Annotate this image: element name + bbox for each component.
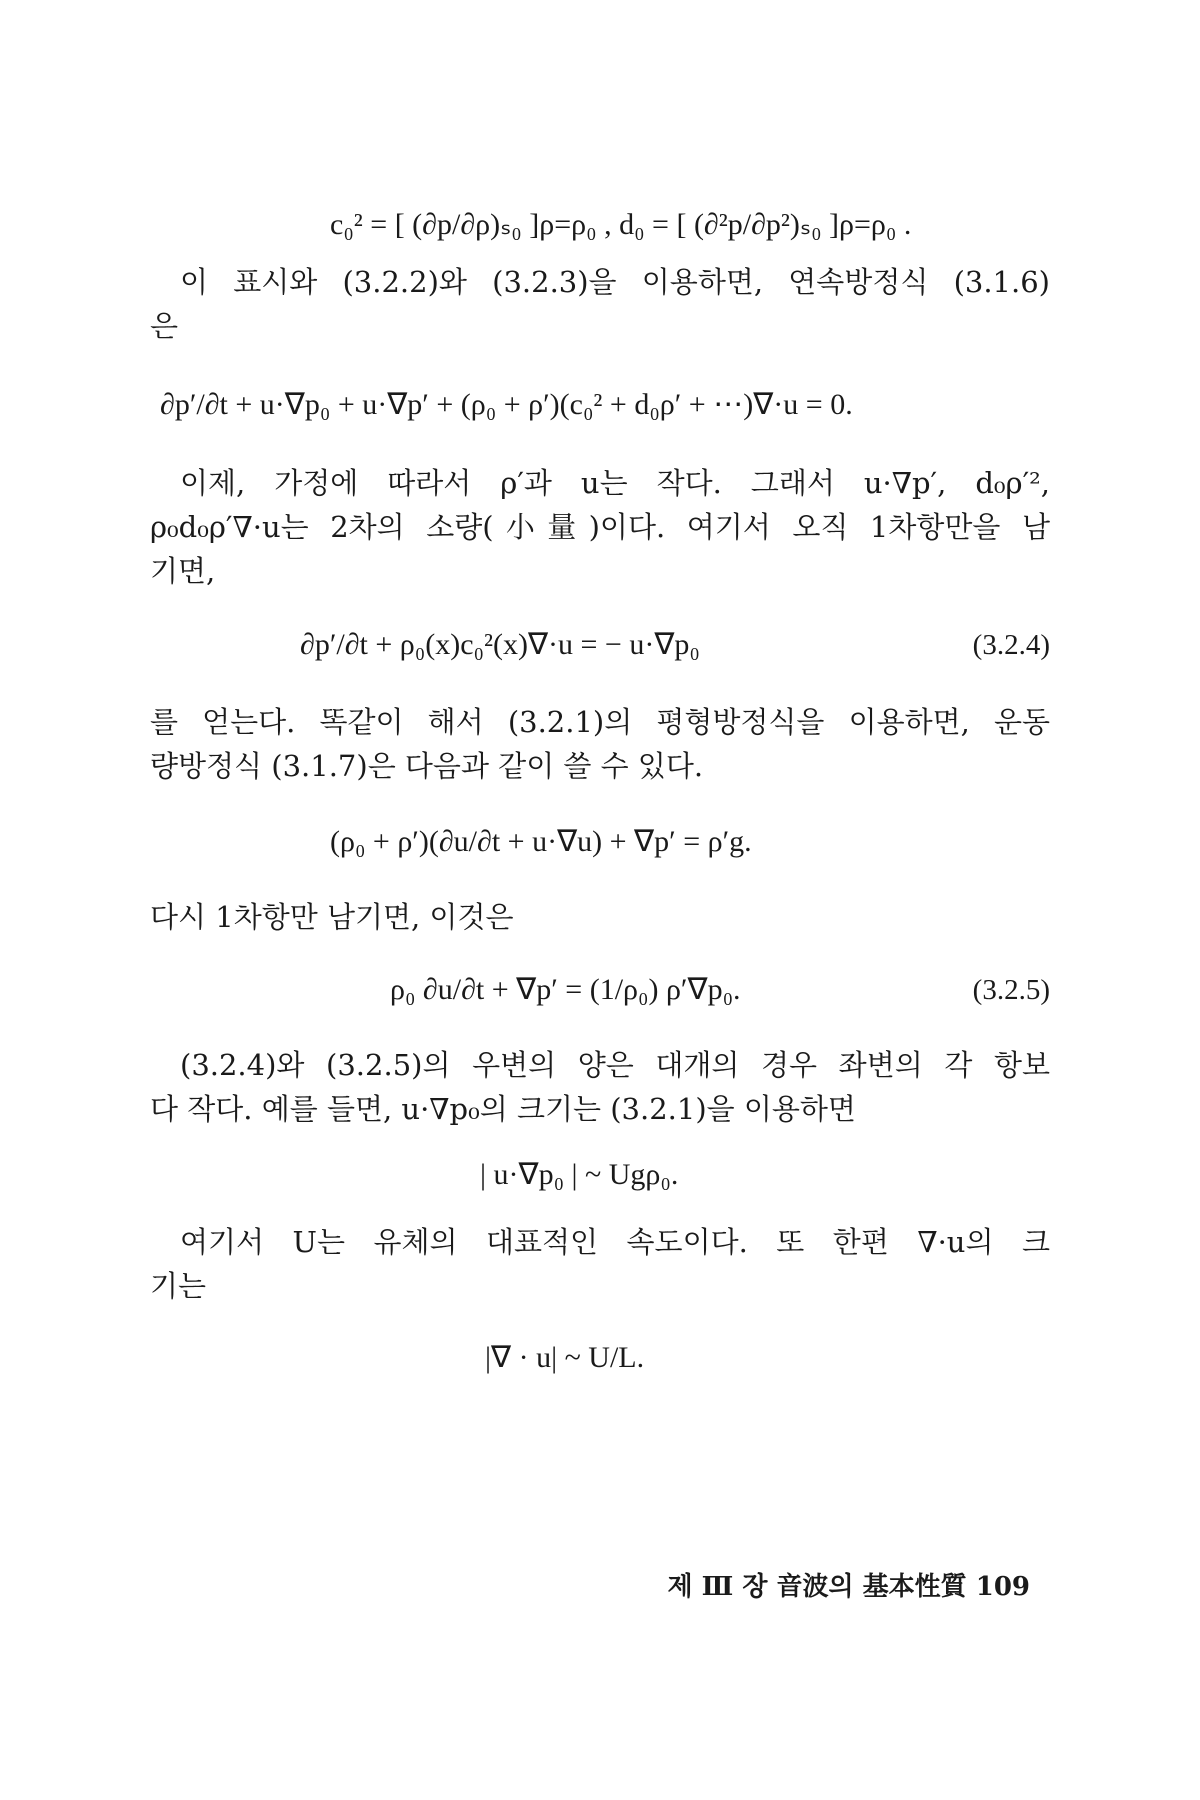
paragraph-2-line-2: ρ₀d₀ρ′∇·u는 2차의 소량(小量)이다. 여기서 오직 1차항만을 남 — [150, 510, 1050, 544]
paragraph-3-line-2: 량방정식 (3.1.7)은 다음과 같이 쓸 수 있다. — [150, 749, 704, 783]
equation-3-2-4: ∂p′/∂t + ρ₀(x)c₀²(x)∇·u = − u·∇p₀ — [300, 628, 700, 661]
equation-momentum: (ρ₀ + ρ′)(∂u/∂t + u·∇u) + ∇p′ = ρ′g. — [330, 825, 752, 858]
paragraph-2-line-1: 이제, 가정에 따라서 ρ′과 u는 작다. 그래서 u·∇p′, d₀ρ′², — [180, 466, 1050, 500]
equation-top: c₀² = [ (∂p/∂ρ)ₛ₀ ]ρ=ρ₀ , d₀ = [ (∂²p/∂p²)ₛ₀ ]ρ=ρ₀ . — [330, 208, 912, 241]
equation-3-2-5: ρ₀ ∂u/∂t + ∇p′ = (1/ρ₀) ρ′∇p₀. — [390, 973, 741, 1006]
page-footer: 제 Ⅲ 장 音波의 基本性質 109 — [667, 1572, 1030, 1602]
paragraph-6-line-2: 기는 — [150, 1269, 207, 1303]
equation-number-3-2-4: (3.2.4) — [972, 629, 1050, 661]
equation-magnitude-advection: | u·∇p₀ | ~ Ugρ₀. — [480, 1158, 679, 1191]
equation-magnitude-divergence: |∇ · u| ~ U/L. — [485, 1341, 645, 1374]
paragraph-1-line-2: 은 — [150, 309, 179, 343]
equation-continuity: ∂p′/∂t + u·∇p₀ + u·∇p′ + (ρ₀ + ρ′)(c₀² + d₀ρ′ + ⋯)∇·u = 0. — [160, 388, 853, 421]
paragraph-2-line-3: 기면, — [150, 554, 216, 588]
paragraph-1-line-1: 이 표시와 (3.2.2)와 (3.2.3)을 이용하면, 연속방정식 (3.1.6) — [180, 265, 1050, 299]
paragraph-6-line-1: 여기서 U는 유체의 대표적인 속도이다. 또 한편 ∇·u의 크 — [180, 1225, 1050, 1259]
paragraph-5-line-1: (3.2.4)와 (3.2.5)의 우변의 양은 대개의 경우 좌변의 각 항보 — [180, 1048, 1050, 1082]
equation-number-3-2-5: (3.2.5) — [972, 974, 1050, 1006]
paragraph-4-line-1: 다시 1차항만 남기면, 이것은 — [150, 900, 514, 934]
paragraph-3-line-1: 를 얻는다. 똑같이 해서 (3.2.1)의 평형방정식을 이용하면, 운동 — [150, 705, 1050, 739]
paragraph-5-line-2: 다 작다. 예를 들면, u·∇p₀의 크기는 (3.2.1)을 이용하면 — [150, 1092, 856, 1126]
